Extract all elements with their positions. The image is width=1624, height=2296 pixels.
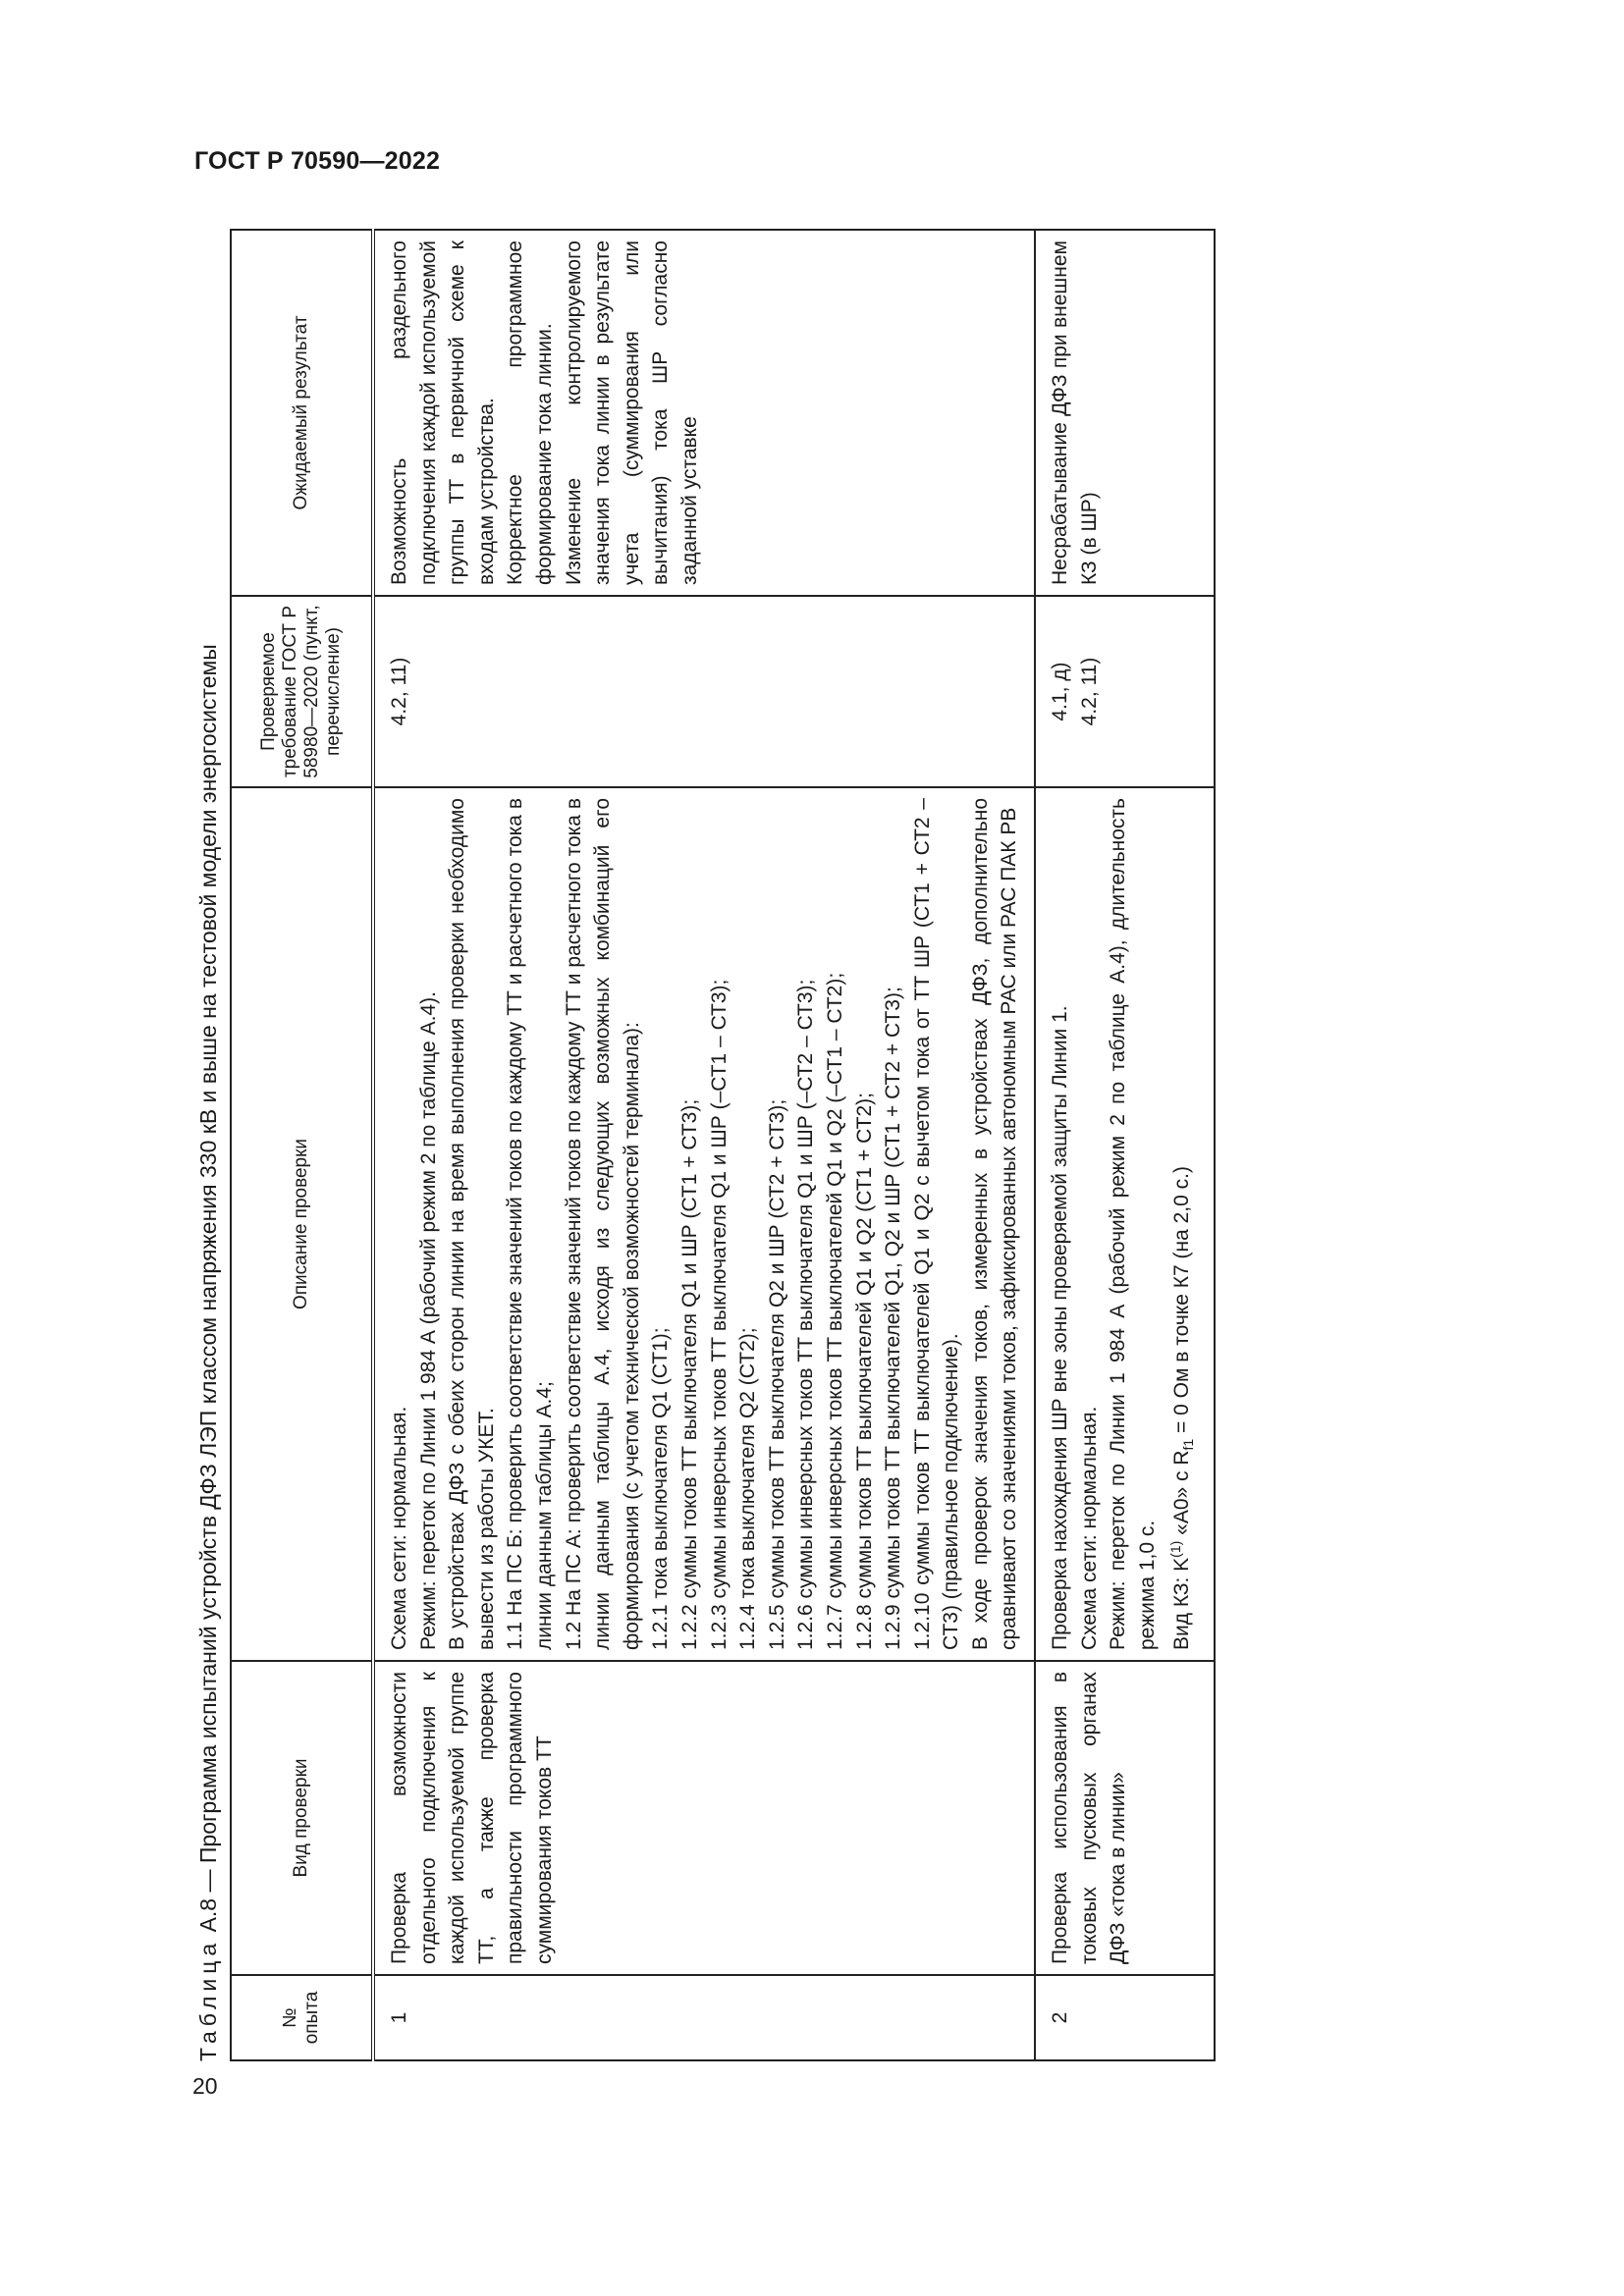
desc-line: 1.2.1 тока выключателя Q1 (СТ1);	[649, 1327, 673, 1650]
result-line: Изменение контролируемого значения тока линии в результате учета (суммирования или вычитания) тока ШР согласно заданной уставке	[562, 240, 701, 585]
col-header-kind: Вид проверки	[231, 1661, 373, 1975]
col-header-num: № опыта	[231, 1975, 373, 2060]
row2-requirement	[1035, 596, 1215, 787]
test-program-table	[230, 229, 1216, 2061]
col-header-requirement: Проверяемое требование ГОСТ Р 58980—2020 (пункт, перечисление)	[231, 596, 373, 787]
desc-line: 1.2.4 тока выключателя Q2 (СТ2);	[736, 1327, 760, 1650]
row2-kind: Проверка использования в токовых пусковых органах ДФЗ «тока в линии»	[1035, 1661, 1215, 1975]
desc-line: Режим: переток по Линии 1 984 А (рабочий режим 2 по таблице А.4), длительность режима 1,0 с.	[1107, 798, 1159, 1650]
row2-description	[1035, 787, 1215, 1661]
table-row	[373, 230, 1035, 2060]
row1-description	[373, 787, 1035, 1661]
desc-line: 1.2.10 суммы токов ТТ выключателей Q1 и Q2 с вычетом тока от ТТ ШР (СТ1 + СТ2 – СТ3) (правильное подключение).	[910, 798, 963, 1650]
row1-result	[373, 230, 1035, 596]
row1-requirement: 4.2, 11)	[373, 596, 1035, 787]
caption-text: А.8 — Программа испытаний устройств ДФЗ ЛЭП классом напряжения 330 кВ и выше на тестовой модели энергосистемы	[195, 644, 221, 1939]
desc-line: 1.2.5 суммы токов ТТ выключателя Q2 и ШР (СТ2 + СТ3);	[765, 1098, 788, 1650]
document-header: ГОСТ Р 70590—2022	[194, 147, 441, 175]
desc-line: 1.2.7 суммы инверсных токов ТТ выключателей Q1 и Q2 (–СТ1 – СТ2);	[823, 972, 846, 1650]
table-caption	[189, 231, 228, 2061]
col-header-description: Описание проверки	[231, 787, 373, 1661]
rotated-table-block	[189, 231, 1269, 2061]
desc-line: Схема сети: нормальная.	[388, 1406, 410, 1650]
desc-line: 1.2.2 суммы токов ТТ выключателя Q1 и ШР (СТ1 + СТ3);	[677, 1098, 701, 1650]
page-number: 20	[192, 2073, 218, 2099]
kz-sup: (1)	[1167, 1540, 1184, 1558]
desc-line: Схема сети: нормальная.	[1077, 1406, 1101, 1650]
desc-line: 1.1 На ПС Б: проверить соответствие значений токов по каждому ТТ и расчетного тока в линии данным таблицы А.4;	[504, 798, 556, 1650]
row1-num: 1	[373, 1975, 1035, 2060]
desc-line: 1.2.8 суммы токов ТТ выключателей Q1 и Q2 (СТ1 + СТ2);	[852, 1093, 876, 1650]
result-line: Возможность раздельного подключения каждой используемой группы ТТ в первичной схеме к входам устройства.	[388, 240, 498, 585]
row2-result: Несрабатывание ДФЗ при внешнем КЗ (в ШР)	[1035, 230, 1215, 596]
kz-suffix: = 0 Ом в точке К7 (на 2,0 с.)	[1170, 1166, 1194, 1439]
kz-mid: «А0» с R	[1170, 1450, 1194, 1541]
req-line: 4.2, 11)	[1077, 657, 1101, 726]
desc-line: 1.2.9 суммы токов ТТ выключателей Q1, Q2 и ШР (СТ1 + СТ2 + СТ3);	[882, 987, 905, 1650]
desc-line: В ходе проверок значения токов, измеренных в устройствах ДФЗ, дополнительно сравнивают со значениями токов, зафиксированных автономным РАС или РАС ПАК РВ	[968, 798, 1021, 1650]
table-row	[1035, 230, 1215, 2060]
desc-line: В устройствах ДФЗ с обеих сторон линии на время выполнения проверки необходимо вывести из работы УКЕТ.	[446, 798, 498, 1650]
kz-prefix: Вид КЗ: K	[1170, 1557, 1194, 1650]
req-line: 4.1, д)	[1049, 662, 1072, 721]
desc-line: 1.2.3 суммы инверсных токов ТТ выключателя Q1 и ШР (–СТ1 – СТ3);	[707, 979, 731, 1650]
desc-line: 1.2 На ПС А: проверить соответствие значений токов по каждому ТТ и расчетного тока в линии данным таблицы А.4, исходя из следующих возможных комбинаций его формирования (с учетом технической возможностей терминала):	[562, 798, 643, 1650]
table-header-row	[231, 230, 373, 2060]
caption-prefix: Таблица	[195, 1938, 221, 2061]
desc-line: 1.2.6 суммы инверсных токов ТТ выключателя Q1 и ШР (–СТ2 – СТ3);	[794, 979, 818, 1650]
row1-kind: Проверка возможности отдельного подключения к каждой используемой группе ТТ, а также проверка правильности программного суммирования токов ТТ	[373, 1661, 1035, 1975]
kz-sub: f1	[1180, 1438, 1197, 1451]
col-header-result: Ожидаемый результат	[231, 230, 373, 596]
row2-num: 2	[1035, 1975, 1215, 2060]
desc-line: Проверка нахождения ШР вне зоны проверяемой защиты Линии 1.	[1049, 1005, 1072, 1650]
kz-line	[1162, 798, 1204, 1650]
result-line: Корректное программное формирование тока линии.	[504, 240, 556, 585]
desc-line: Режим: переток по Линии 1 984 А (рабочий режим 2 по таблице А.4).	[416, 991, 440, 1650]
